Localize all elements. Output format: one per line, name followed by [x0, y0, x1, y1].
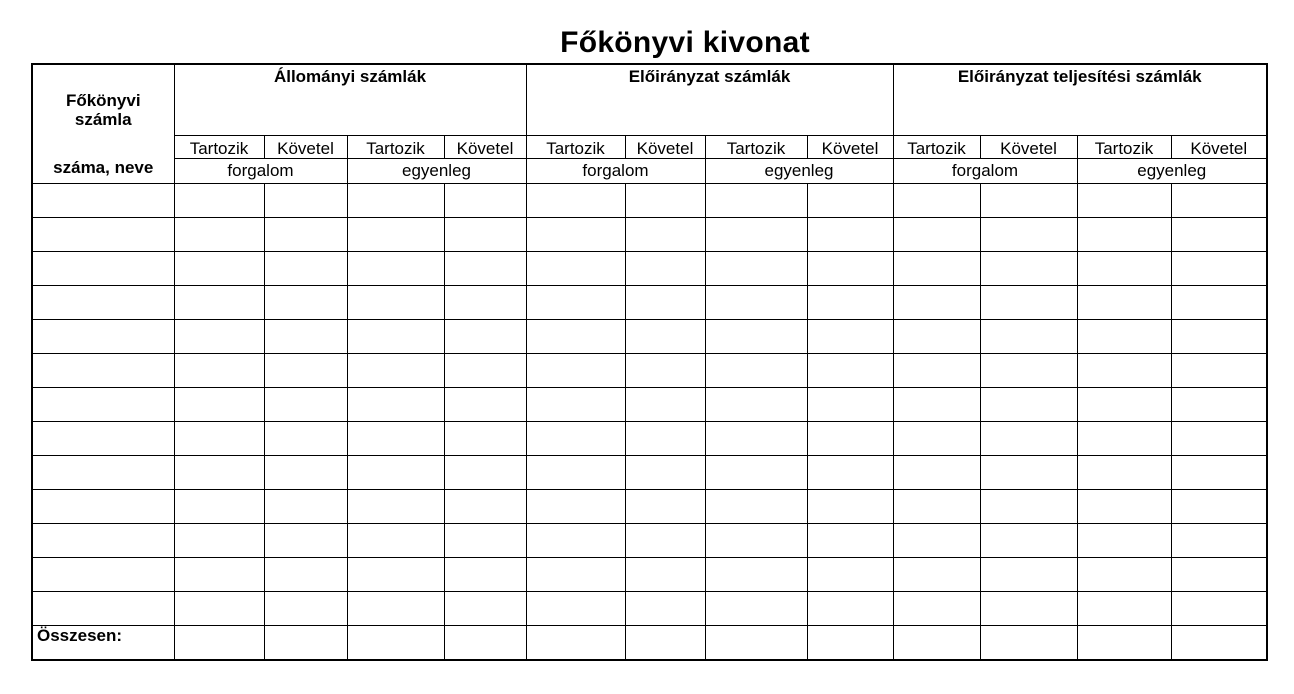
- amount-cell[interactable]: [444, 489, 526, 523]
- amount-cell[interactable]: [1077, 353, 1171, 387]
- amount-cell[interactable]: [980, 251, 1077, 285]
- amount-cell[interactable]: [1077, 523, 1171, 557]
- amount-cell[interactable]: [174, 523, 264, 557]
- amount-cell[interactable]: [444, 421, 526, 455]
- table-row: [32, 421, 1267, 455]
- amount-cell[interactable]: [264, 523, 347, 557]
- amount-cell[interactable]: [526, 285, 625, 319]
- amount-cell[interactable]: [625, 217, 705, 251]
- amount-cell[interactable]: [264, 591, 347, 625]
- kind-header-row: [32, 158, 1267, 183]
- amount-cell[interactable]: [347, 285, 444, 319]
- amount-cell[interactable]: [625, 591, 705, 625]
- amount-cell[interactable]: [1077, 421, 1171, 455]
- amount-cell[interactable]: [264, 421, 347, 455]
- subcolumn-header: Követel: [444, 135, 526, 158]
- amount-cell[interactable]: [444, 387, 526, 421]
- amount-cell[interactable]: [980, 285, 1077, 319]
- amount-cell[interactable]: [347, 455, 444, 489]
- amount-cell[interactable]: [526, 489, 625, 523]
- amount-cell[interactable]: [444, 557, 526, 591]
- amount-cell[interactable]: [526, 557, 625, 591]
- amount-cell[interactable]: [347, 421, 444, 455]
- amount-cell[interactable]: [807, 557, 893, 591]
- amount-cell[interactable]: [1171, 285, 1267, 319]
- table-row: [32, 455, 1267, 489]
- amount-cell[interactable]: [705, 319, 807, 353]
- amount-cell[interactable]: [705, 523, 807, 557]
- amount-cell[interactable]: [1171, 523, 1267, 557]
- account-cell[interactable]: [32, 387, 174, 421]
- amount-cell[interactable]: [705, 421, 807, 455]
- amount-cell[interactable]: [980, 319, 1077, 353]
- amount-cell[interactable]: [980, 591, 1077, 625]
- amount-cell[interactable]: [807, 285, 893, 319]
- amount-cell[interactable]: [705, 387, 807, 421]
- amount-cell[interactable]: [264, 557, 347, 591]
- amount-cell[interactable]: [807, 455, 893, 489]
- amount-cell[interactable]: [980, 557, 1077, 591]
- amount-cell[interactable]: [1077, 183, 1171, 217]
- group-header-teljesitesi: Előirányzat teljesítési számlák: [893, 64, 1267, 135]
- amount-cell[interactable]: [174, 251, 264, 285]
- amount-cell[interactable]: [526, 251, 625, 285]
- table-row: [32, 489, 1267, 523]
- amount-cell[interactable]: [1077, 557, 1171, 591]
- amount-cell[interactable]: [526, 591, 625, 625]
- amount-cell[interactable]: [893, 387, 980, 421]
- amount-cell[interactable]: [1171, 455, 1267, 489]
- amount-cell[interactable]: [526, 455, 625, 489]
- page-title: Főkönyvi kivonat: [560, 26, 810, 59]
- table-row: [32, 557, 1267, 591]
- total-cell[interactable]: [526, 625, 625, 660]
- account-cell[interactable]: [32, 217, 174, 251]
- amount-cell[interactable]: [264, 319, 347, 353]
- amount-cell[interactable]: [893, 251, 980, 285]
- total-cell[interactable]: [264, 625, 347, 660]
- amount-cell[interactable]: [174, 217, 264, 251]
- amount-cell[interactable]: [625, 319, 705, 353]
- amount-cell[interactable]: [807, 183, 893, 217]
- amount-cell[interactable]: [705, 285, 807, 319]
- amount-cell[interactable]: [1171, 591, 1267, 625]
- subcolumn-header-row: [32, 135, 1267, 158]
- amount-cell[interactable]: [347, 217, 444, 251]
- amount-cell[interactable]: [705, 183, 807, 217]
- amount-cell[interactable]: [807, 319, 893, 353]
- kind-header-egyenleg: egyenleg: [347, 158, 526, 183]
- amount-cell[interactable]: [705, 489, 807, 523]
- amount-cell[interactable]: [1171, 421, 1267, 455]
- amount-cell[interactable]: [347, 319, 444, 353]
- amount-cell[interactable]: [980, 455, 1077, 489]
- amount-cell[interactable]: [625, 387, 705, 421]
- total-cell[interactable]: [444, 625, 526, 660]
- amount-cell[interactable]: [347, 353, 444, 387]
- amount-cell[interactable]: [526, 387, 625, 421]
- amount-cell[interactable]: [526, 523, 625, 557]
- amount-cell[interactable]: [893, 557, 980, 591]
- amount-cell[interactable]: [1077, 455, 1171, 489]
- amount-cell[interactable]: [526, 353, 625, 387]
- account-header-line2: számla: [74, 110, 132, 129]
- account-cell[interactable]: [32, 183, 174, 217]
- total-cell[interactable]: [705, 625, 807, 660]
- amount-cell[interactable]: [1077, 319, 1171, 353]
- amount-cell[interactable]: [705, 353, 807, 387]
- amount-cell[interactable]: [174, 455, 264, 489]
- group-header-row: [32, 64, 1267, 135]
- amount-cell[interactable]: [625, 183, 705, 217]
- amount-cell[interactable]: [1171, 387, 1267, 421]
- amount-cell[interactable]: [264, 183, 347, 217]
- amount-cell[interactable]: [807, 421, 893, 455]
- subcolumn-header: Tartozik: [893, 135, 980, 158]
- amount-cell[interactable]: [264, 251, 347, 285]
- amount-cell[interactable]: [1077, 251, 1171, 285]
- amount-cell[interactable]: [893, 285, 980, 319]
- amount-cell[interactable]: [980, 353, 1077, 387]
- table-row: [32, 387, 1267, 421]
- amount-cell[interactable]: [347, 523, 444, 557]
- amount-cell[interactable]: [893, 523, 980, 557]
- amount-cell[interactable]: [444, 591, 526, 625]
- amount-cell[interactable]: [174, 489, 264, 523]
- table-row: [32, 183, 1267, 217]
- kind-header-egyenleg: egyenleg: [705, 158, 893, 183]
- subcolumn-header: Követel: [1171, 135, 1267, 158]
- group-header-allomanyi: Állományi számlák: [174, 64, 526, 135]
- amount-cell[interactable]: [526, 183, 625, 217]
- amount-cell[interactable]: [1077, 387, 1171, 421]
- amount-cell[interactable]: [264, 455, 347, 489]
- total-cell[interactable]: [1077, 625, 1171, 660]
- amount-cell[interactable]: [174, 421, 264, 455]
- subcolumn-header: Követel: [807, 135, 893, 158]
- amount-cell[interactable]: [1077, 217, 1171, 251]
- amount-cell[interactable]: [347, 183, 444, 217]
- amount-cell[interactable]: [705, 217, 807, 251]
- amount-cell[interactable]: [347, 387, 444, 421]
- table-row: [32, 319, 1267, 353]
- amount-cell[interactable]: [264, 217, 347, 251]
- amount-cell[interactable]: [705, 591, 807, 625]
- table-row: [32, 591, 1267, 625]
- amount-cell[interactable]: [705, 455, 807, 489]
- amount-cell[interactable]: [807, 591, 893, 625]
- amount-cell[interactable]: [980, 387, 1077, 421]
- account-cell[interactable]: [32, 523, 174, 557]
- table-row: [32, 353, 1267, 387]
- account-cell[interactable]: [32, 353, 174, 387]
- account-cell[interactable]: [32, 455, 174, 489]
- amount-cell[interactable]: [444, 183, 526, 217]
- table-row: [32, 251, 1267, 285]
- amount-cell[interactable]: [705, 557, 807, 591]
- amount-cell[interactable]: [444, 251, 526, 285]
- amount-cell[interactable]: [174, 353, 264, 387]
- amount-cell[interactable]: [980, 183, 1077, 217]
- subcolumn-header: Tartozik: [705, 135, 807, 158]
- ledger-body: [32, 183, 1267, 625]
- amount-cell[interactable]: [893, 353, 980, 387]
- amount-cell[interactable]: [625, 523, 705, 557]
- amount-cell[interactable]: [174, 387, 264, 421]
- amount-cell[interactable]: [625, 455, 705, 489]
- account-cell[interactable]: [32, 489, 174, 523]
- amount-cell[interactable]: [705, 251, 807, 285]
- amount-cell[interactable]: [807, 523, 893, 557]
- subcolumn-header: Tartozik: [174, 135, 264, 158]
- amount-cell[interactable]: [980, 217, 1077, 251]
- amount-cell[interactable]: [625, 489, 705, 523]
- total-cell[interactable]: [807, 625, 893, 660]
- account-header-cell: [32, 64, 174, 183]
- amount-cell[interactable]: [347, 591, 444, 625]
- amount-cell[interactable]: [174, 285, 264, 319]
- amount-cell[interactable]: [893, 591, 980, 625]
- subcolumn-header: Követel: [625, 135, 705, 158]
- amount-cell[interactable]: [174, 319, 264, 353]
- amount-cell[interactable]: [174, 591, 264, 625]
- account-cell[interactable]: [32, 319, 174, 353]
- amount-cell[interactable]: [893, 489, 980, 523]
- amount-cell[interactable]: [807, 353, 893, 387]
- amount-cell[interactable]: [174, 557, 264, 591]
- total-cell[interactable]: [174, 625, 264, 660]
- amount-cell[interactable]: [1077, 591, 1171, 625]
- amount-cell[interactable]: [174, 183, 264, 217]
- amount-cell[interactable]: [1171, 489, 1267, 523]
- amount-cell[interactable]: [264, 285, 347, 319]
- subcolumn-header: Tartozik: [347, 135, 444, 158]
- kind-header-forgalom: forgalom: [893, 158, 1077, 183]
- amount-cell[interactable]: [347, 557, 444, 591]
- amount-cell[interactable]: [980, 421, 1077, 455]
- amount-cell[interactable]: [444, 523, 526, 557]
- amount-cell[interactable]: [526, 217, 625, 251]
- amount-cell[interactable]: [980, 523, 1077, 557]
- amount-cell[interactable]: [264, 387, 347, 421]
- table-row: [32, 217, 1267, 251]
- amount-cell[interactable]: [625, 421, 705, 455]
- amount-cell[interactable]: [1171, 183, 1267, 217]
- amount-cell[interactable]: [526, 319, 625, 353]
- amount-cell[interactable]: [264, 353, 347, 387]
- subcolumn-header: Tartozik: [1077, 135, 1171, 158]
- kind-header-egyenleg: egyenleg: [1077, 158, 1267, 183]
- amount-cell[interactable]: [1077, 489, 1171, 523]
- amount-cell[interactable]: [1171, 319, 1267, 353]
- amount-cell[interactable]: [893, 183, 980, 217]
- subcolumn-header: Tartozik: [526, 135, 625, 158]
- amount-cell[interactable]: [893, 455, 980, 489]
- amount-cell[interactable]: [444, 353, 526, 387]
- amount-cell[interactable]: [347, 489, 444, 523]
- amount-cell[interactable]: [625, 285, 705, 319]
- subcolumn-header: Követel: [980, 135, 1077, 158]
- total-cell[interactable]: [893, 625, 980, 660]
- table-row: [32, 523, 1267, 557]
- amount-cell[interactable]: [347, 251, 444, 285]
- total-cell[interactable]: [347, 625, 444, 660]
- amount-cell[interactable]: [807, 387, 893, 421]
- amount-cell[interactable]: [444, 217, 526, 251]
- account-cell[interactable]: [32, 285, 174, 319]
- amount-cell[interactable]: [625, 353, 705, 387]
- amount-cell[interactable]: [980, 489, 1077, 523]
- kind-header-forgalom: forgalom: [526, 158, 705, 183]
- amount-cell[interactable]: [807, 251, 893, 285]
- total-cell[interactable]: [980, 625, 1077, 660]
- amount-cell[interactable]: [264, 489, 347, 523]
- amount-cell[interactable]: [444, 285, 526, 319]
- amount-cell[interactable]: [625, 557, 705, 591]
- amount-cell[interactable]: [1171, 217, 1267, 251]
- amount-cell[interactable]: [444, 319, 526, 353]
- amount-cell[interactable]: [1077, 285, 1171, 319]
- ledger-table: [31, 63, 1268, 661]
- account-cell[interactable]: [32, 591, 174, 625]
- account-header-line3: száma, neve: [53, 158, 154, 177]
- amount-cell[interactable]: [893, 319, 980, 353]
- amount-cell[interactable]: [893, 421, 980, 455]
- subcolumn-header: Követel: [264, 135, 347, 158]
- amount-cell[interactable]: [1171, 557, 1267, 591]
- table-row: [32, 285, 1267, 319]
- group-header-eloiranyzat: Előirányzat számlák: [526, 64, 893, 135]
- amount-cell[interactable]: [1171, 251, 1267, 285]
- amount-cell[interactable]: [1171, 353, 1267, 387]
- amount-cell[interactable]: [807, 489, 893, 523]
- amount-cell[interactable]: [444, 455, 526, 489]
- amount-cell[interactable]: [526, 421, 625, 455]
- account-cell[interactable]: [32, 421, 174, 455]
- amount-cell[interactable]: [893, 217, 980, 251]
- amount-cell[interactable]: [807, 217, 893, 251]
- total-cell[interactable]: [1171, 625, 1267, 660]
- total-row: [32, 625, 1267, 660]
- account-cell[interactable]: [32, 557, 174, 591]
- total-label: Összesen:: [32, 625, 174, 660]
- account-cell[interactable]: [32, 251, 174, 285]
- total-cell[interactable]: [625, 625, 705, 660]
- account-header-line1: Főkönyvi: [65, 91, 141, 110]
- kind-header-forgalom: forgalom: [174, 158, 347, 183]
- amount-cell[interactable]: [625, 251, 705, 285]
